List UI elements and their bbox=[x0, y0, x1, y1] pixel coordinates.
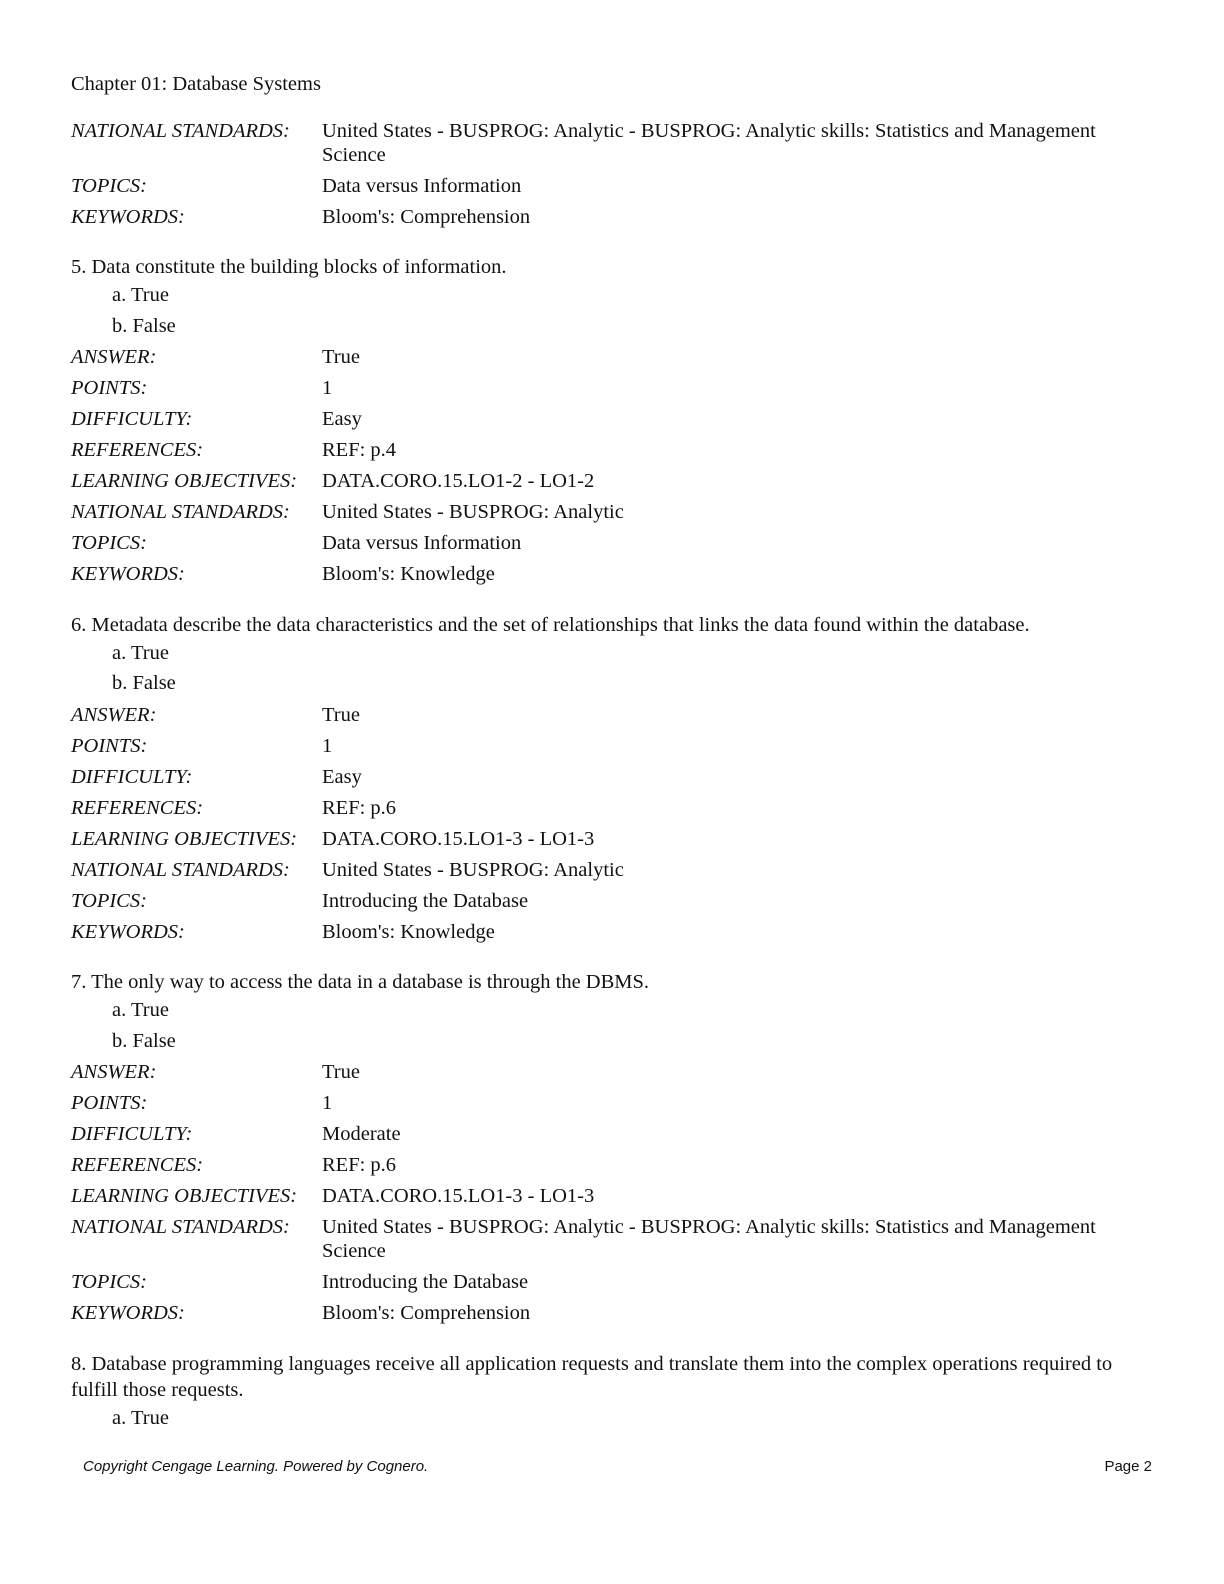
question-text: 7. The only way to access the data in a database is through the DBMS. bbox=[71, 971, 650, 994]
meta-row-learning-objectives bbox=[71, 823, 1161, 854]
answer-option: a. True bbox=[112, 641, 169, 664]
meta-row-keywords bbox=[71, 1298, 1161, 1329]
meta-row-answer bbox=[71, 699, 1161, 730]
document-page bbox=[71, 70, 1161, 1454]
answer-option: a. True bbox=[112, 999, 169, 1022]
question-block bbox=[71, 252, 1161, 590]
meta-value: REF: p.4 bbox=[322, 439, 397, 462]
carryover-metadata bbox=[71, 115, 1161, 232]
meta-label: KEYWORDS: bbox=[71, 205, 185, 228]
meta-row-references bbox=[71, 792, 1161, 823]
meta-value: Easy bbox=[322, 765, 362, 788]
meta-label: LEARNING OBJECTIVES: bbox=[71, 1185, 298, 1208]
answer-option: b. False bbox=[112, 314, 176, 337]
meta-value: 1 bbox=[322, 377, 333, 400]
meta-label: REFERENCES: bbox=[71, 1154, 204, 1177]
question-text: 6. Metadata describe the data characteristics and the set of relationships that links the data found within the database. bbox=[71, 613, 1030, 636]
meta-label: POINTS: bbox=[71, 1092, 148, 1115]
meta-label: ANSWER: bbox=[71, 1061, 157, 1084]
meta-value: Easy bbox=[322, 408, 362, 431]
meta-value: Introducing the Database bbox=[322, 889, 529, 912]
meta-value: True bbox=[322, 346, 360, 369]
meta-label: NATIONAL STANDARDS: bbox=[71, 119, 290, 142]
meta-row-topics bbox=[71, 170, 1161, 201]
meta-label: POINTS: bbox=[71, 377, 148, 400]
meta-value: Moderate bbox=[322, 1123, 401, 1146]
meta-row-points bbox=[71, 1088, 1161, 1119]
meta-label: TOPICS: bbox=[71, 889, 147, 912]
meta-label: POINTS: bbox=[71, 734, 148, 757]
chapter-title: Chapter 01: Database Systems bbox=[71, 73, 321, 95]
question-text: 5. Data constitute the building blocks of information. bbox=[71, 256, 507, 278]
meta-label: LEARNING OBJECTIVES: bbox=[71, 827, 298, 850]
meta-row-difficulty bbox=[71, 404, 1161, 435]
meta-label: TOPICS: bbox=[71, 1271, 147, 1294]
meta-row-national-standards bbox=[71, 1212, 1161, 1267]
meta-label: TOPICS: bbox=[71, 532, 147, 555]
meta-row-points bbox=[71, 730, 1161, 761]
meta-row-national-standards bbox=[71, 115, 1161, 170]
meta-value: Bloom's: Comprehension bbox=[322, 1302, 531, 1325]
copyright-notice: Copyright Cengage Learning. Powered by Cognero. bbox=[83, 1458, 429, 1475]
question-block bbox=[71, 1349, 1161, 1434]
meta-row-answer bbox=[71, 1057, 1161, 1088]
meta-row-keywords bbox=[71, 201, 1161, 232]
meta-value: REF: p.6 bbox=[322, 796, 397, 819]
meta-label: KEYWORDS: bbox=[71, 563, 185, 586]
meta-value: 1 bbox=[322, 734, 333, 757]
meta-value: Bloom's: Knowledge bbox=[322, 920, 495, 943]
meta-label: ANSWER: bbox=[71, 703, 157, 726]
answer-option: b. False bbox=[112, 672, 176, 695]
meta-row-learning-objectives bbox=[71, 1181, 1161, 1212]
answer-option: b. False bbox=[112, 1029, 176, 1052]
meta-value: Bloom's: Comprehension bbox=[322, 205, 531, 228]
meta-label: REFERENCES: bbox=[71, 796, 204, 819]
meta-label: ANSWER: bbox=[71, 346, 157, 369]
meta-value: True bbox=[322, 703, 360, 726]
meta-value: Data versus Information bbox=[322, 174, 522, 197]
meta-label: KEYWORDS: bbox=[71, 920, 185, 943]
answer-option: a. True bbox=[112, 284, 169, 306]
meta-value: United States - BUSPROG: Analytic bbox=[322, 501, 624, 524]
meta-label: REFERENCES: bbox=[71, 439, 204, 462]
meta-value: Data versus Information bbox=[322, 532, 522, 555]
meta-value: United States - BUSPROG: Analytic - BUSPROG: Analytic skills: Statistics and Management Science bbox=[322, 1216, 1096, 1263]
meta-label: DIFFICULTY: bbox=[71, 765, 193, 788]
meta-value: United States - BUSPROG: Analytic bbox=[322, 858, 624, 881]
meta-row-topics bbox=[71, 528, 1161, 559]
meta-label: TOPICS: bbox=[71, 174, 147, 197]
meta-value: United States - BUSPROG: Analytic - BUSPROG: Analytic skills: Statistics and Management Science bbox=[322, 119, 1096, 166]
meta-label: DIFFICULTY: bbox=[71, 1123, 193, 1146]
meta-value: REF: p.6 bbox=[322, 1154, 397, 1177]
meta-row-national-standards bbox=[71, 854, 1161, 885]
answer-option: a. True bbox=[112, 1406, 169, 1429]
meta-row-references bbox=[71, 1150, 1161, 1181]
meta-row-difficulty bbox=[71, 1119, 1161, 1150]
meta-row-topics bbox=[71, 885, 1161, 916]
meta-row-national-standards bbox=[71, 497, 1161, 528]
meta-row-topics bbox=[71, 1267, 1161, 1298]
meta-row-points bbox=[71, 373, 1161, 404]
meta-value: 1 bbox=[322, 1092, 333, 1115]
question-text: 8. Database programming languages receive all application requests and translate them into the complex operations required to fulfill those requests. bbox=[71, 1352, 1113, 1401]
meta-value: DATA.CORO.15.LO1-3 - LO1-3 bbox=[322, 827, 595, 850]
meta-value: True bbox=[322, 1061, 360, 1084]
meta-value: Introducing the Database bbox=[322, 1271, 529, 1294]
question-block bbox=[71, 610, 1161, 948]
meta-value: DATA.CORO.15.LO1-2 - LO1-2 bbox=[322, 470, 595, 493]
meta-value: Bloom's: Knowledge bbox=[322, 563, 495, 586]
meta-label: DIFFICULTY: bbox=[71, 408, 193, 431]
page-footer bbox=[83, 1458, 1152, 1475]
meta-label: NATIONAL STANDARDS: bbox=[71, 501, 290, 524]
meta-label: LEARNING OBJECTIVES: bbox=[71, 470, 298, 493]
meta-row-answer bbox=[71, 342, 1161, 373]
meta-label: KEYWORDS: bbox=[71, 1302, 185, 1325]
question-block bbox=[71, 967, 1161, 1329]
meta-row-difficulty bbox=[71, 761, 1161, 792]
page-number: Page 2 bbox=[1104, 1458, 1152, 1475]
meta-row-learning-objectives bbox=[71, 466, 1161, 497]
meta-value: DATA.CORO.15.LO1-3 - LO1-3 bbox=[322, 1185, 595, 1208]
meta-row-keywords bbox=[71, 916, 1161, 947]
meta-row-keywords bbox=[71, 559, 1161, 590]
meta-label: NATIONAL STANDARDS: bbox=[71, 1216, 290, 1239]
meta-row-references bbox=[71, 435, 1161, 466]
meta-label: NATIONAL STANDARDS: bbox=[71, 858, 290, 881]
